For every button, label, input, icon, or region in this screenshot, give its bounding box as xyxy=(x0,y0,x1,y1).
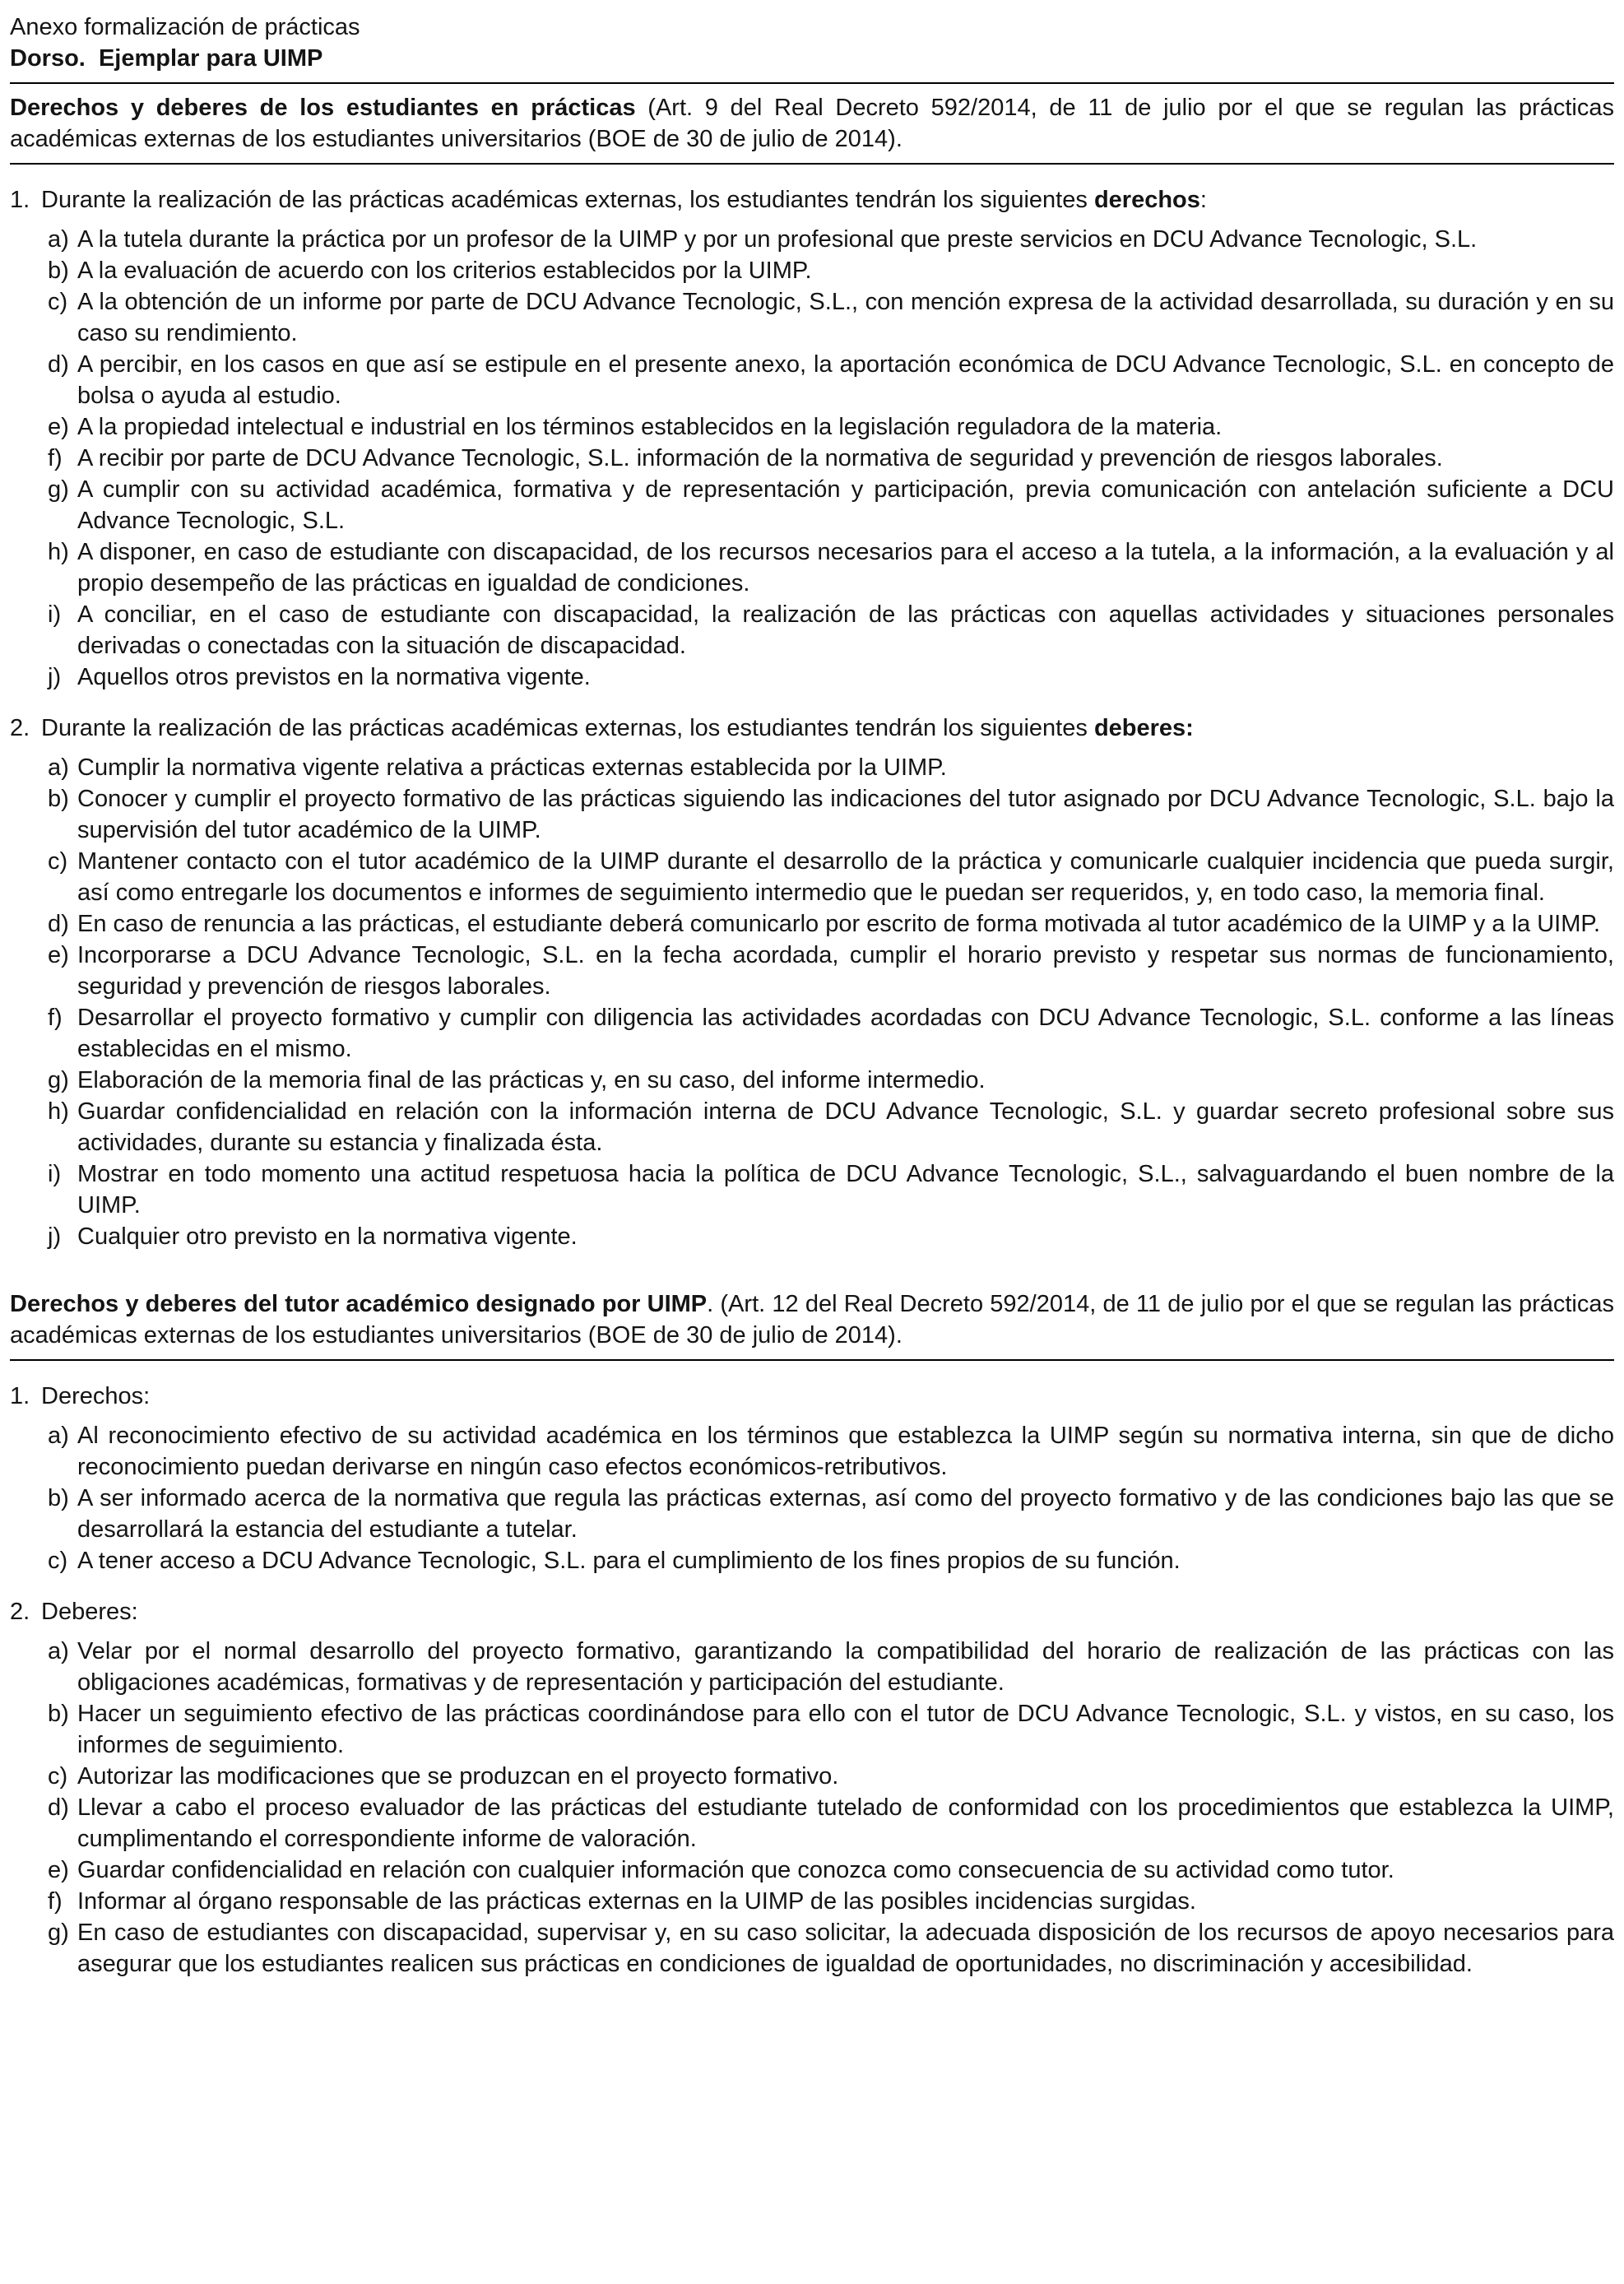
list-item-letter: g) xyxy=(48,1067,69,1093)
students-rights-intro-post: : xyxy=(1199,187,1207,213)
list-item-text: A la evaluación de acuerdo con los criterios establecidos por la UIMP. xyxy=(77,258,812,284)
list-item xyxy=(10,1886,1614,1917)
list-item xyxy=(10,1221,1614,1252)
list-item-letter: a) xyxy=(48,226,69,253)
students-duties-intro xyxy=(10,713,1614,744)
list-item-text: A conciliar, en el caso de estudiante con discapacidad, la realización de las prácticas con aquellas actividades y situaciones personales derivadas o conectadas con la situación de discapacidad. xyxy=(77,601,1614,659)
tutor-rights-list xyxy=(10,1420,1614,1576)
list-item xyxy=(10,1855,1614,1886)
students-duties-number: 2. xyxy=(10,715,30,741)
list-item-text: Autorizar las modificaciones que se produzcan en el proyecto formativo. xyxy=(77,1763,839,1790)
list-item-text: Mostrar en todo momento una actitud respetuosa hacia la política de DCU Advance Tecnologic, S.L., salvaguardando el buen nombre de la UIMP. xyxy=(77,1161,1614,1219)
tutor-duties-number: 2. xyxy=(10,1599,30,1625)
list-item xyxy=(10,662,1614,693)
list-item-text: Informar al órgano responsable de las prácticas externas en la UIMP de las posibles incidencias surgidas. xyxy=(77,1888,1196,1915)
list-item xyxy=(10,411,1614,443)
list-item-letter: h) xyxy=(48,539,69,565)
students-section-heading xyxy=(10,92,1614,155)
list-item xyxy=(10,255,1614,286)
list-item xyxy=(10,474,1614,536)
list-item-letter: a) xyxy=(48,1638,69,1664)
list-item-text: A la tutela durante la práctica por un profesor de la UIMP y por un profesional que preste servicios en DCU Advance Tecnologic, S.L. xyxy=(77,226,1478,253)
students-rights-intro-text xyxy=(41,184,1614,216)
list-item-text: Conocer y cumplir el proyecto formativo de las prácticas siguiendo las indicaciones del tutor asignado por DCU Advance Tecnologic, S.L. bajo la supervisión del tutor académico de la UIMP. xyxy=(77,786,1614,843)
horizontal-rule xyxy=(10,1359,1614,1361)
tutor-section-heading xyxy=(10,1288,1614,1351)
students-rights-intro xyxy=(10,184,1614,216)
list-item xyxy=(10,1792,1614,1855)
header-line-2: Dorso. Ejemplar para UIMP xyxy=(10,45,323,72)
list-item-text: Velar por el normal desarrollo del proyecto formativo, garantizando la compatibilidad del horario de realización de las prácticas con las obligaciones académicas, formativas y de representación y participación del estudiante. xyxy=(77,1638,1614,1696)
list-item-letter: b) xyxy=(48,1485,69,1511)
students-heading-rest: (Art. 9 del Real Decreto 592/2014, de 11 de julio por el que se regulan las prácticas académicas externas de los estudiantes universitarios (BOE de 30 de julio de 2014). xyxy=(10,95,1615,152)
list-item xyxy=(10,1002,1614,1065)
list-item-letter: c) xyxy=(48,1548,68,1574)
list-item-letter: f) xyxy=(48,1888,63,1915)
tutor-heading-bold: Derechos y deberes del tutor académico designado por UIMP xyxy=(10,1291,708,1317)
students-rights-intro-bold: derechos xyxy=(1093,187,1200,213)
list-item-letter: i) xyxy=(48,1161,62,1187)
list-item xyxy=(10,599,1614,662)
list-item xyxy=(10,1698,1614,1761)
list-item xyxy=(10,286,1614,349)
students-duties-intro-bold: deberes: xyxy=(1093,715,1194,741)
list-item xyxy=(10,1420,1614,1483)
list-item xyxy=(10,1158,1614,1221)
list-item-letter: b) xyxy=(48,1701,69,1727)
list-item-letter: i) xyxy=(48,601,62,628)
list-item-text: Desarrollar el proyecto formativo y cumplir con diligencia las actividades acordadas con DCU Advance Tecnologic, S.L. conforme a las líneas establecidas en el mismo. xyxy=(77,1005,1614,1062)
list-item-text: A tener acceso a DCU Advance Tecnologic, S.L. para el cumplimiento de los fines propios de su función. xyxy=(77,1548,1181,1574)
list-item-text: Guardar confidencialidad en relación con la información interna de DCU Advance Tecnologic, S.L. y guardar secreto profesional sobre sus actividades, durante su estancia y finalizada ésta. xyxy=(77,1098,1614,1156)
list-item xyxy=(10,536,1614,599)
list-item-text: A cumplir con su actividad académica, formativa y de representación y participación, previa comunicación con antelación suficiente a DCU Advance Tecnologic, S.L. xyxy=(77,476,1614,534)
students-rights-intro-pre: Durante la realización de las prácticas académicas externas, los estudiantes tendrán los siguientes xyxy=(41,187,1094,213)
list-item xyxy=(10,224,1614,255)
list-item-letter: j) xyxy=(48,664,62,690)
list-item-letter: e) xyxy=(48,414,69,440)
list-item xyxy=(10,846,1614,908)
list-item-text: Hacer un seguimiento efectivo de las prácticas coordinándose para ello con el tutor de DCU Advance Tecnologic, S.L. y vistos, en su caso, los informes de seguimiento. xyxy=(77,1701,1614,1758)
header-line-1: Anexo formalización de prácticas xyxy=(10,14,360,40)
list-item-letter: c) xyxy=(48,848,68,875)
list-item xyxy=(10,783,1614,846)
tutor-duties-intro xyxy=(10,1596,1614,1627)
list-item-letter: f) xyxy=(48,1005,63,1031)
tutor-duties-title: Deberes: xyxy=(41,1599,138,1625)
list-item-letter: b) xyxy=(48,258,69,284)
list-item-text: Aquellos otros previstos en la normativa vigente. xyxy=(77,664,591,690)
list-item-text: Mantener contacto con el tutor académico de la UIMP durante el desarrollo de la práctica y comunicarle cualquier incidencia que pueda surgir, así como entregarle los documentos e informes de seguimiento intermedio que le puedan ser requeridos, y, en todo caso, la memoria final. xyxy=(77,848,1614,906)
list-item xyxy=(10,1545,1614,1576)
list-item-letter: c) xyxy=(48,1763,68,1790)
list-item xyxy=(10,1483,1614,1545)
list-item-text: A ser informado acerca de la normativa que regula las prácticas externas, así como del proyecto formativo y de las condiciones bajo las que se desarrollará la estancia del estudiante a tutelar. xyxy=(77,1485,1614,1543)
list-item-text: A percibir, en los casos en que así se estipule en el presente anexo, la aportación económica de DCU Advance Tecnologic, S.L. en concepto de bolsa o ayuda al estudio. xyxy=(77,351,1614,409)
list-item xyxy=(10,1917,1614,1980)
list-item xyxy=(10,1096,1614,1158)
horizontal-rule xyxy=(10,163,1614,165)
students-duties-intro-pre: Durante la realización de las prácticas académicas externas, los estudiantes tendrán los siguientes xyxy=(41,715,1094,741)
list-item-letter: j) xyxy=(48,1223,62,1250)
students-heading-bold: Derechos y deberes de los estudiantes en prácticas xyxy=(10,95,636,121)
list-item-text: Cumplir la normativa vigente relativa a prácticas externas establecida por la UIMP. xyxy=(77,754,947,781)
list-item xyxy=(10,1636,1614,1698)
list-item-letter: c) xyxy=(48,289,68,315)
list-item-letter: d) xyxy=(48,911,69,937)
list-item-text: Al reconocimiento efectivo de su actividad académica en los términos que establezca la UIMP según su normativa interna, sin que de dicho reconocimiento puedan derivarse en ningún caso efectos económicos-retributivos. xyxy=(77,1423,1614,1480)
list-item xyxy=(10,908,1614,940)
list-item-text: Llevar a cabo el proceso evaluador de las prácticas del estudiante tutelado de conformidad con los procedimientos que establezca la UIMP, cumplimentando el correspondiente informe de valoración. xyxy=(77,1794,1614,1852)
horizontal-rule xyxy=(10,82,1614,84)
list-item-text: Cualquier otro previsto en la normativa vigente. xyxy=(77,1223,578,1250)
list-item-letter: a) xyxy=(48,754,69,781)
list-item xyxy=(10,752,1614,783)
list-item-text: Incorporarse a DCU Advance Tecnologic, S.L. en la fecha acordada, cumplir el horario previsto y respetar sus normas de funcionamiento, seguridad y prevención de riesgos laborales. xyxy=(77,942,1614,1000)
list-item-text: A recibir por parte de DCU Advance Tecnologic, S.L. información de la normativa de seguridad y prevención de riesgos laborales. xyxy=(77,445,1443,471)
list-item-text: A disponer, en caso de estudiante con discapacidad, de los recursos necesarios para el acceso a la tutela, a la información, a la evaluación y al propio desempeño de las prácticas en igualdad de condiciones. xyxy=(77,539,1614,597)
list-item-text: Guardar confidencialidad en relación con cualquier información que conozca como consecuencia de su actividad como tutor. xyxy=(77,1857,1394,1883)
list-item xyxy=(10,940,1614,1002)
students-duties-list xyxy=(10,752,1614,1252)
tutor-rights-number: 1. xyxy=(10,1383,30,1409)
list-item-text: En caso de renuncia a las prácticas, el estudiante deberá comunicarlo por escrito de forma motivada al tutor académico de la UIMP y a la UIMP. xyxy=(77,911,1601,937)
list-item-letter: h) xyxy=(48,1098,69,1125)
list-item-text: Elaboración de la memoria final de las prácticas y, en su caso, del informe intermedio. xyxy=(77,1067,986,1093)
document-header xyxy=(10,12,1614,74)
students-rights-list xyxy=(10,224,1614,693)
list-item xyxy=(10,443,1614,474)
tutor-heading-rest: . (Art. 12 del Real Decreto 592/2014, de 11 de julio por el que se regulan las prácticas académicas externas de los estudiantes universitarios (BOE de 30 de julio de 2014). xyxy=(10,1291,1614,1349)
list-item-letter: e) xyxy=(48,1857,69,1883)
tutor-rights-intro xyxy=(10,1381,1614,1412)
list-item-letter: a) xyxy=(48,1423,69,1449)
tutor-duties-list xyxy=(10,1636,1614,1980)
list-item-letter: d) xyxy=(48,351,69,378)
tutor-rights-title: Derechos: xyxy=(41,1383,151,1409)
list-item-letter: g) xyxy=(48,476,69,503)
students-duties-intro-text xyxy=(41,713,1614,744)
students-rights-number: 1. xyxy=(10,187,30,213)
list-item-letter: e) xyxy=(48,942,69,968)
list-item xyxy=(10,349,1614,411)
list-item-text: A la obtención de un informe por parte de DCU Advance Tecnologic, S.L., con mención expresa de la actividad desarrollada, su duración y en su caso su rendimiento. xyxy=(77,289,1614,346)
list-item-letter: b) xyxy=(48,786,69,812)
list-item-text: A la propiedad intelectual e industrial en los términos establecidos en la legislación reguladora de la materia. xyxy=(77,414,1223,440)
list-item xyxy=(10,1761,1614,1792)
list-item xyxy=(10,1065,1614,1096)
list-item-text: En caso de estudiantes con discapacidad, supervisar y, en su caso solicitar, la adecuada disposición de los recursos de apoyo necesarios para asegurar que los estudiantes realicen sus prácticas en condiciones de igualdad de oportunidades, no discriminación y accesibilidad. xyxy=(77,1920,1614,1977)
list-item-letter: d) xyxy=(48,1794,69,1821)
list-item-letter: g) xyxy=(48,1920,69,1946)
list-item-letter: f) xyxy=(48,445,63,471)
